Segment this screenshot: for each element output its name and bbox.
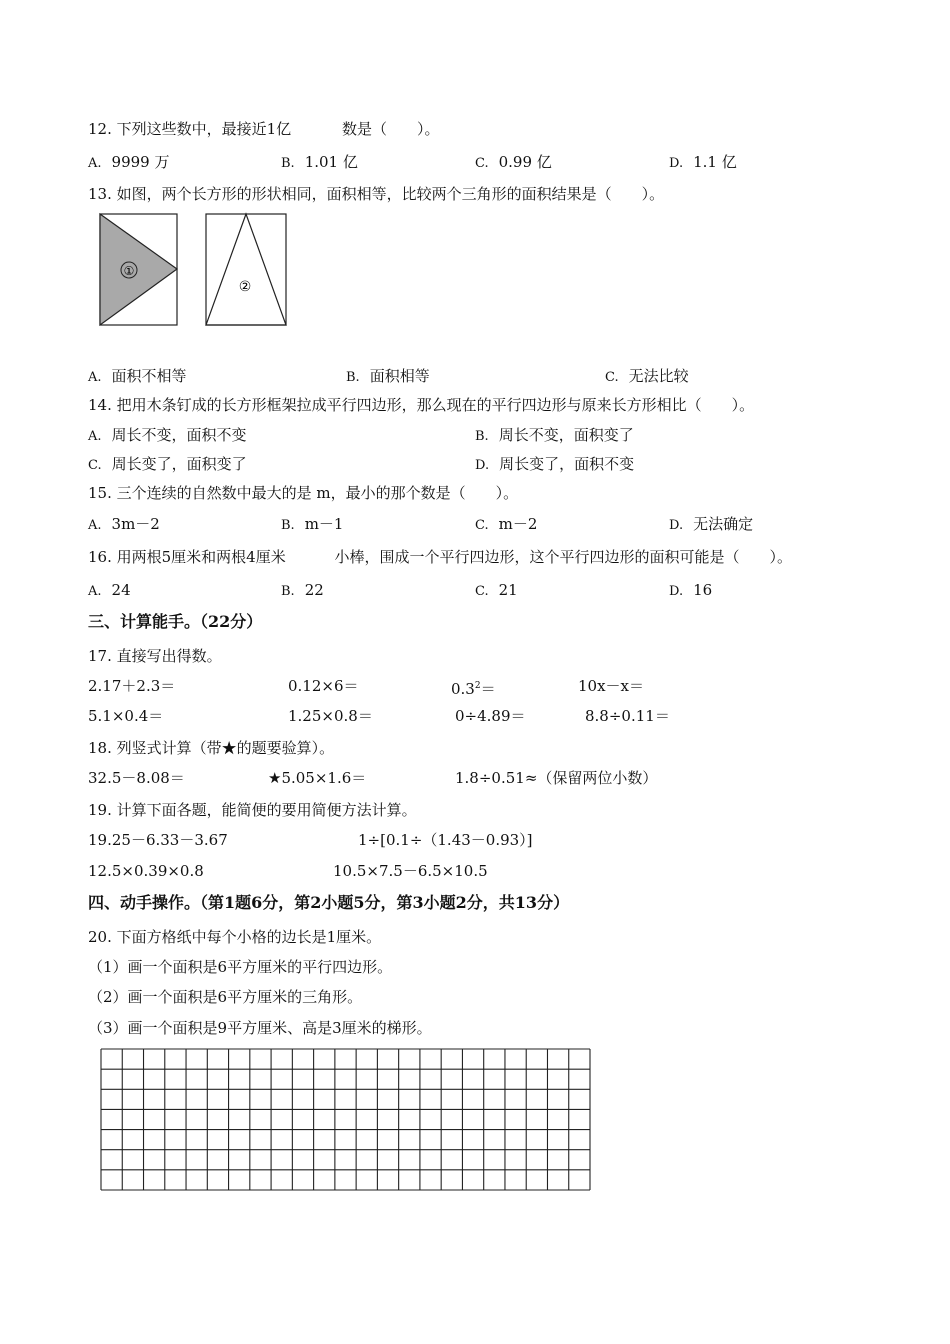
q17-item-1: 2.17＋2.3＝	[88, 677, 176, 695]
q16-stem-a: 16. 用两根5厘米和两根4厘米	[88, 548, 286, 566]
q18-item-1: 32.5－8.08＝	[88, 769, 185, 787]
q14-option-a[interactable]: A. 周长不变，面积不变	[88, 426, 247, 444]
q19-item-4: 10.5×7.5－6.5×10.5	[333, 862, 488, 880]
q12-option-d[interactable]: D. 1.1 亿	[669, 153, 737, 171]
q15-option-b[interactable]: B. m－1	[281, 515, 344, 533]
q18-item-2: ★5.05×1.6＝	[268, 769, 367, 787]
q15-option-a[interactable]: A. 3m－2	[88, 515, 160, 533]
q13-option-c[interactable]: C. 无法比较	[605, 367, 689, 385]
q17-item-7: 0÷4.89＝	[455, 707, 526, 725]
q14-stem: 14. 把用木条钉成的长方形框架拉成平行四边形，那么现在的平行四边形与原来长方形相比（ ）。	[88, 396, 755, 414]
q12-stem	[88, 119, 439, 139]
q17-stem: 17. 直接写出得数。	[88, 647, 222, 665]
q17-item-6: 1.25×0.8＝	[288, 707, 373, 725]
q13-option-b[interactable]: B. 面积相等	[346, 367, 430, 385]
q12-option-a[interactable]: A. 9999 万	[88, 153, 170, 171]
fig-label-2: ②	[238, 279, 252, 295]
q19-item-1: 19.25－6.33－3.67	[88, 831, 228, 849]
q17-item-8: 8.8÷0.11＝	[585, 707, 670, 725]
q12-stem-a: 12. 下列这些数中，最接近1亿	[88, 120, 292, 138]
q13-figure	[98, 212, 290, 328]
q12-option-c[interactable]: C. 0.99 亿	[475, 153, 552, 171]
q12-option-b[interactable]: B. 1.01 亿	[281, 153, 358, 171]
q20-stem: 20. 下面方格纸中每个小格的边长是1厘米。	[88, 928, 382, 946]
q13-stem: 13. 如图，两个长方形的形状相同，面积相等，比较两个三角形的面积结果是（ ）。	[88, 185, 665, 203]
q15-option-c[interactable]: C. m－2	[475, 515, 538, 533]
q20-part-1: （1）画一个面积是6平方厘米的平行四边形。	[88, 958, 393, 976]
q16-option-d[interactable]: D. 16	[669, 581, 713, 599]
q19-stem: 19. 计算下面各题，能简便的要用简便方法计算。	[88, 801, 417, 819]
q17-item-2: 0.12×6＝	[288, 677, 359, 695]
q14-option-b[interactable]: B. 周长不变，面积变了	[475, 426, 634, 444]
q12-stem-b: 数是（ ）。	[341, 120, 440, 138]
q14-option-d[interactable]: D. 周长变了，面积不变	[475, 455, 635, 473]
q18-item-3: 1.8÷0.51≈（保留两位小数）	[455, 769, 658, 787]
section-3-heading: 三、计算能手。（22分）	[88, 612, 263, 631]
q20-part-3: （3）画一个面积是9平方厘米、高是3厘米的梯形。	[88, 1019, 432, 1037]
q18-stem: 18. 列竖式计算（带★的题要验算）。	[88, 739, 335, 757]
fig-label-1: ①	[123, 264, 135, 278]
q13-option-a[interactable]: A. 面积不相等	[88, 367, 187, 385]
q16-stem-b: 小棒，围成一个平行四边形，这个平行四边形的面积可能是（ ）。	[334, 548, 793, 566]
q19-item-2: 1÷[0.1÷（1.43－0.93）]	[358, 831, 533, 849]
q17-item-4: 10x－x＝	[578, 677, 645, 695]
q15-stem: 15. 三个连续的自然数中最大的是 m，最小的那个数是（ ）。	[88, 484, 519, 502]
q16-option-c[interactable]: C. 21	[475, 581, 518, 599]
grid-paper[interactable]	[99, 1047, 593, 1193]
q16-stem	[88, 547, 792, 567]
q16-option-a[interactable]: A. 24	[88, 581, 131, 599]
q17-item-5: 5.1×0.4＝	[88, 707, 164, 725]
q15-option-d[interactable]: D. 无法确定	[669, 515, 754, 533]
q17-item-3: $0.3^2=$	[451, 680, 496, 698]
section-4-heading: 四、动手操作。（第1题6分，第2小题5分，第3小题2分，共13分）	[88, 893, 570, 912]
q19-item-3: 12.5×0.39×0.8	[88, 862, 204, 880]
q14-option-c[interactable]: C. 周长变了，面积变了	[88, 455, 247, 473]
q20-part-2: （2）画一个面积是6平方厘米的三角形。	[88, 988, 363, 1006]
q16-option-b[interactable]: B. 22	[281, 581, 324, 599]
